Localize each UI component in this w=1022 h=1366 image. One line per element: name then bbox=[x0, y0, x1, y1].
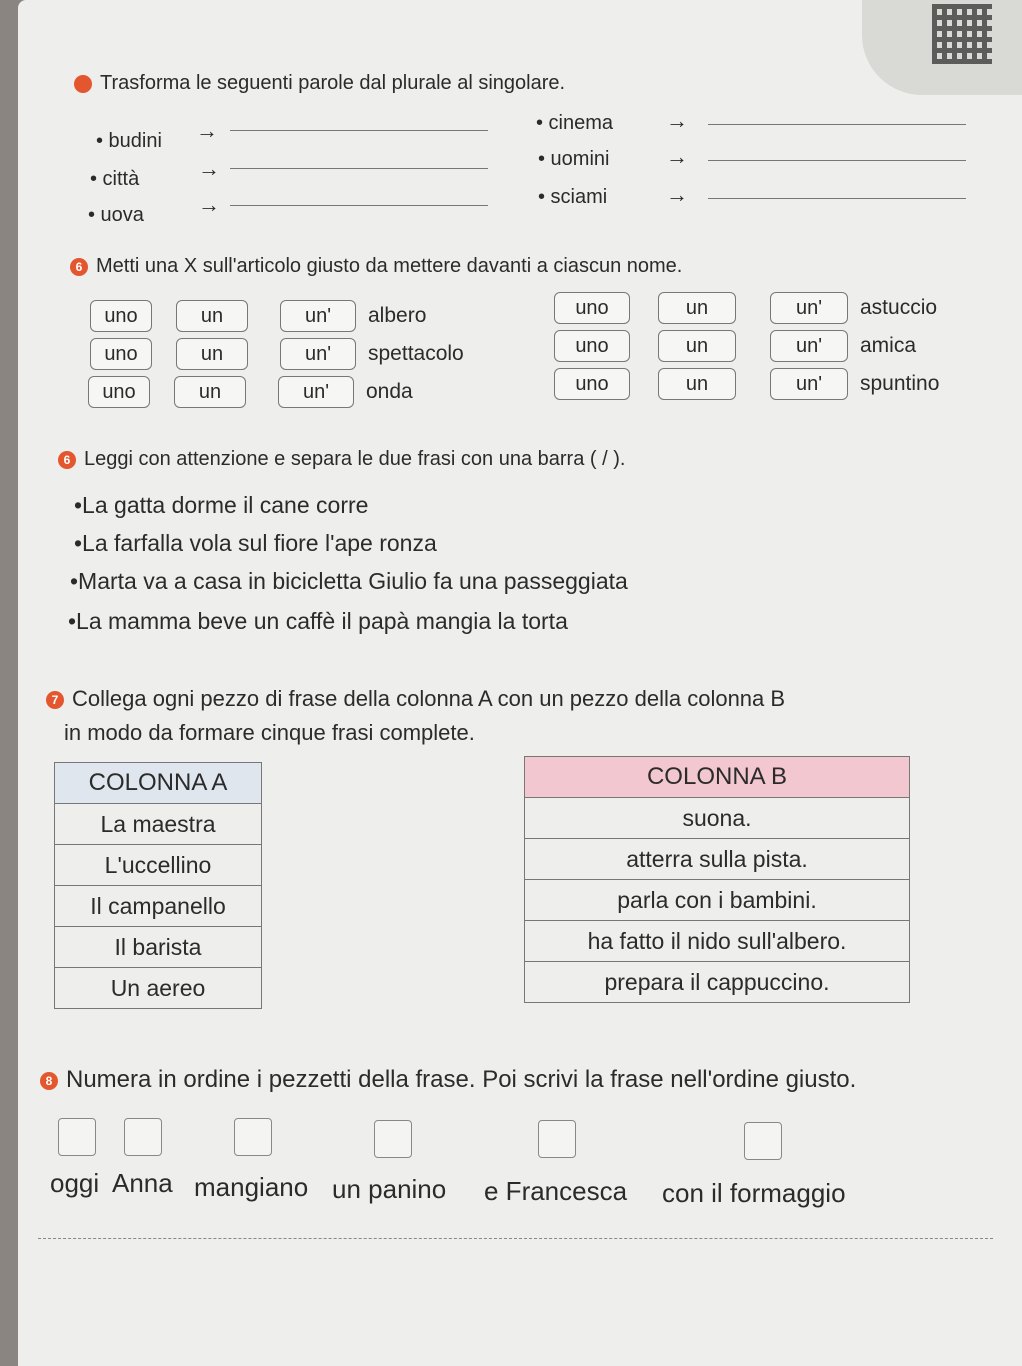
ex6b-number: 6 bbox=[58, 451, 76, 469]
sentence-line[interactable]: •La mamma beve un caffè il papà mangia la torta bbox=[68, 608, 568, 634]
arrow-icon: → bbox=[198, 156, 220, 181]
arrow-icon: → bbox=[196, 118, 218, 143]
option-un-apostrophe[interactable]: un' bbox=[278, 376, 354, 408]
column-b-item[interactable]: parla con i bambini. bbox=[525, 880, 910, 921]
column-b-table bbox=[524, 756, 910, 1003]
arrow-icon: → bbox=[666, 144, 688, 169]
column-b-item[interactable]: atterra sulla pista. bbox=[525, 839, 910, 880]
option-uno[interactable]: uno bbox=[554, 368, 630, 400]
option-uno[interactable]: uno bbox=[90, 338, 152, 370]
sentence-line[interactable]: •Marta va a casa in bicicletta Giulio fa una passeggiata bbox=[70, 568, 628, 594]
arrow-icon: → bbox=[666, 108, 688, 133]
article-row bbox=[554, 292, 937, 324]
ex5-word-uova: • uova bbox=[88, 204, 144, 226]
noun: spuntino bbox=[860, 372, 940, 395]
article-row bbox=[90, 300, 426, 332]
column-b-item[interactable]: ha fatto il nido sull'albero. bbox=[525, 921, 910, 962]
article-row bbox=[90, 338, 464, 370]
option-un-apostrophe[interactable]: un' bbox=[280, 300, 356, 332]
ex6b-instruction: 6 Leggi con attenzione e separa le due frasi con una barra ( / ). bbox=[58, 448, 625, 471]
ex7-instruction: 7 Collega ogni pezzo di frase della colonna A con un pezzo della colonna B bbox=[46, 686, 785, 712]
column-a-item[interactable]: La maestra bbox=[55, 804, 262, 845]
sentence-piece: e Francesca bbox=[484, 1176, 628, 1206]
answer-line[interactable] bbox=[708, 124, 966, 125]
ex6-number: 6 bbox=[70, 258, 88, 276]
article-row bbox=[554, 368, 939, 400]
option-uno[interactable]: uno bbox=[554, 330, 630, 362]
order-box[interactable] bbox=[124, 1118, 162, 1156]
noun: amica bbox=[860, 334, 917, 357]
sentence-piece: mangiano bbox=[194, 1172, 309, 1202]
sentence-line[interactable]: •La gatta dorme il cane corre bbox=[74, 492, 369, 518]
option-un-apostrophe[interactable]: un' bbox=[770, 368, 848, 400]
noun: astuccio bbox=[860, 296, 938, 319]
answer-line[interactable] bbox=[38, 1238, 993, 1239]
column-a-item[interactable]: Un aereo bbox=[55, 968, 262, 1009]
ex6-instruction: 6 Metti una X sull'articolo giusto da mettere davanti a ciascun nome. bbox=[70, 255, 682, 278]
noun: onda bbox=[366, 380, 413, 403]
column-b-item[interactable]: prepara il cappuccino. bbox=[525, 962, 910, 1003]
column-a-item[interactable]: L'uccellino bbox=[55, 845, 262, 886]
ex5-word-budini: • budini bbox=[96, 130, 162, 152]
article-row bbox=[88, 376, 413, 408]
noun: spettacolo bbox=[368, 342, 464, 365]
option-un[interactable]: un bbox=[658, 330, 736, 362]
option-un[interactable]: un bbox=[176, 338, 248, 370]
sentence-piece: con il formaggio bbox=[662, 1178, 846, 1208]
sentence-piece: un panino bbox=[332, 1174, 447, 1204]
ex7-instruction-2: in modo da formare cinque frasi complete. bbox=[64, 720, 475, 745]
sentence-piece: Anna bbox=[112, 1168, 173, 1198]
answer-line[interactable] bbox=[708, 198, 966, 199]
workbook-page bbox=[18, 0, 1022, 1366]
ex5-word-sciami: • sciami bbox=[538, 186, 608, 208]
order-box[interactable] bbox=[744, 1122, 782, 1160]
ex7-number: 7 bbox=[46, 691, 64, 709]
ex5-word-citta: • città bbox=[90, 168, 140, 190]
option-un[interactable]: un bbox=[658, 368, 736, 400]
order-box[interactable] bbox=[58, 1118, 96, 1156]
answer-line[interactable] bbox=[230, 205, 488, 206]
answer-line[interactable] bbox=[230, 168, 488, 169]
option-uno[interactable]: uno bbox=[88, 376, 150, 408]
column-b-item[interactable]: suona. bbox=[525, 798, 910, 839]
article-row bbox=[554, 330, 916, 362]
option-uno[interactable]: uno bbox=[554, 292, 630, 324]
answer-line[interactable] bbox=[708, 160, 966, 161]
column-a-header: COLONNA A bbox=[55, 763, 262, 804]
noun: albero bbox=[368, 304, 427, 327]
qr-code-icon bbox=[932, 4, 992, 64]
ex5-word-uomini: • uomini bbox=[538, 148, 610, 170]
ex8-instruction: 8 Numera in ordine i pezzetti della frase. Poi scrivi la frase nell'ordine giusto. bbox=[40, 1066, 856, 1094]
arrow-icon: → bbox=[198, 192, 220, 217]
column-a-item[interactable]: Il campanello bbox=[55, 886, 262, 927]
order-box[interactable] bbox=[374, 1120, 412, 1158]
ex5-number bbox=[74, 75, 92, 93]
ex5-word-cinema: • cinema bbox=[536, 112, 614, 134]
sentence-piece: oggi bbox=[50, 1168, 100, 1198]
ex8-number: 8 bbox=[40, 1072, 58, 1090]
qr-tab bbox=[862, 0, 1022, 95]
sentence-line[interactable]: •La farfalla vola sul fiore l'ape ronza bbox=[74, 530, 437, 556]
option-un-apostrophe[interactable]: un' bbox=[280, 338, 356, 370]
column-a-table bbox=[54, 762, 262, 1009]
option-un[interactable]: un bbox=[176, 300, 248, 332]
column-b-header: COLONNA B bbox=[525, 757, 910, 798]
option-uno[interactable]: uno bbox=[90, 300, 152, 332]
option-un[interactable]: un bbox=[174, 376, 246, 408]
order-box[interactable] bbox=[234, 1118, 272, 1156]
option-un-apostrophe[interactable]: un' bbox=[770, 292, 848, 324]
column-a-item[interactable]: Il barista bbox=[55, 927, 262, 968]
ex5-instruction: Trasforma le seguenti parole dal plurale al singolare. bbox=[74, 72, 565, 95]
option-un-apostrophe[interactable]: un' bbox=[770, 330, 848, 362]
order-box[interactable] bbox=[538, 1120, 576, 1158]
answer-line[interactable] bbox=[230, 130, 488, 131]
option-un[interactable]: un bbox=[658, 292, 736, 324]
arrow-icon: → bbox=[666, 182, 688, 207]
